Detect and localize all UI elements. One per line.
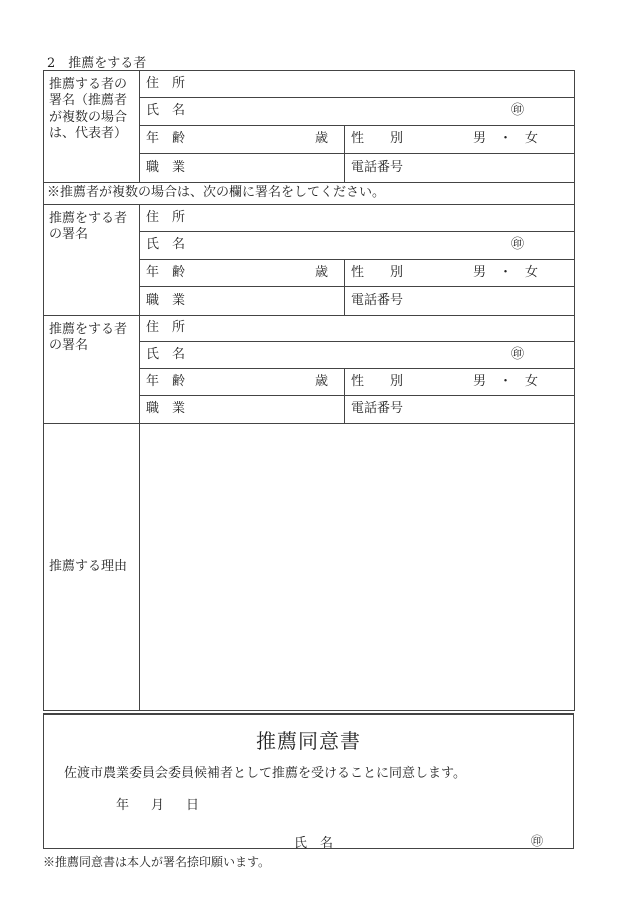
- address-field[interactable]: [140, 205, 575, 232]
- address-label: 住 所: [146, 320, 186, 336]
- phone-label: 電話番号: [351, 292, 404, 308]
- seal-icon: ㊞: [530, 834, 543, 848]
- consent-text: 佐渡市農業委員会委員候補者として推薦を受けることに同意します。: [64, 766, 466, 781]
- year-label: 年: [116, 798, 130, 813]
- multiple-signers-notice: ※推薦者が複数の場合は、次の欄に署名をしてください。: [44, 183, 575, 205]
- sex-label: 性 別: [351, 264, 404, 280]
- age-unit: 歳: [314, 373, 328, 389]
- phone-field[interactable]: [345, 154, 575, 183]
- occupation-field[interactable]: [140, 396, 345, 424]
- seal-icon: ㊞: [511, 237, 525, 253]
- main-signer-label: 推薦する者の署名（推薦者が複数の場合は、代表者）: [44, 71, 140, 183]
- address-label: 住 所: [146, 75, 186, 91]
- phone-label: 電話番号: [351, 159, 404, 175]
- age-unit: 歳: [314, 131, 328, 147]
- age-label: 年 齢: [146, 131, 186, 147]
- sex-options: 男 ・ 女: [473, 373, 539, 389]
- name-label: 氏 名: [146, 103, 186, 119]
- sex-field[interactable]: [345, 369, 575, 396]
- age-field[interactable]: [140, 260, 345, 287]
- month-label: 月: [151, 798, 165, 813]
- seal-icon: ㊞: [511, 103, 525, 119]
- name-field[interactable]: [140, 98, 575, 126]
- signer-label: 推薦をする者の署名: [44, 316, 140, 424]
- age-label: 年 齢: [146, 373, 186, 389]
- occupation-field[interactable]: [140, 154, 345, 183]
- sex-label: 性 別: [351, 131, 404, 147]
- address-field[interactable]: [140, 316, 575, 342]
- address-label: 住 所: [146, 209, 186, 225]
- sex-options: 男 ・ 女: [473, 131, 539, 147]
- name-label: 氏 名: [146, 237, 186, 253]
- phone-label: 電話番号: [351, 401, 404, 417]
- consent-name-label[interactable]: 氏 名: [294, 836, 334, 851]
- phone-field[interactable]: [345, 396, 575, 424]
- date-line[interactable]: [116, 794, 199, 813]
- consent-title: 推薦同意書: [256, 729, 361, 753]
- name-field[interactable]: [140, 342, 575, 369]
- age-field[interactable]: [140, 126, 345, 154]
- age-unit: 歳: [314, 264, 328, 280]
- occupation-label: 職 業: [146, 292, 186, 308]
- age-field[interactable]: [140, 369, 345, 396]
- occupation-label: 職 業: [146, 159, 186, 175]
- footnote: ※推薦同意書は本人が署名捺印願います。: [43, 855, 271, 869]
- consent-box: [43, 713, 574, 849]
- occupation-field[interactable]: [140, 287, 345, 316]
- occupation-label: 職 業: [146, 401, 186, 417]
- sex-label: 性 別: [351, 373, 404, 389]
- phone-field[interactable]: [345, 287, 575, 316]
- address-field[interactable]: [140, 71, 575, 98]
- section-title: 2 推薦をする者: [47, 56, 147, 71]
- name-label: 氏 名: [146, 346, 186, 362]
- name-field[interactable]: [140, 232, 575, 260]
- reason-field[interactable]: [140, 424, 575, 711]
- signer-label: 推薦をする者の署名: [44, 205, 140, 316]
- recommender-form-table: [43, 70, 575, 711]
- sex-field[interactable]: [345, 126, 575, 154]
- seal-icon: ㊞: [511, 346, 525, 362]
- day-label: 日: [186, 798, 200, 813]
- sex-options: 男 ・ 女: [473, 264, 539, 280]
- sex-field[interactable]: [345, 260, 575, 287]
- age-label: 年 齢: [146, 264, 186, 280]
- reason-label: 推薦する理由: [44, 424, 140, 711]
